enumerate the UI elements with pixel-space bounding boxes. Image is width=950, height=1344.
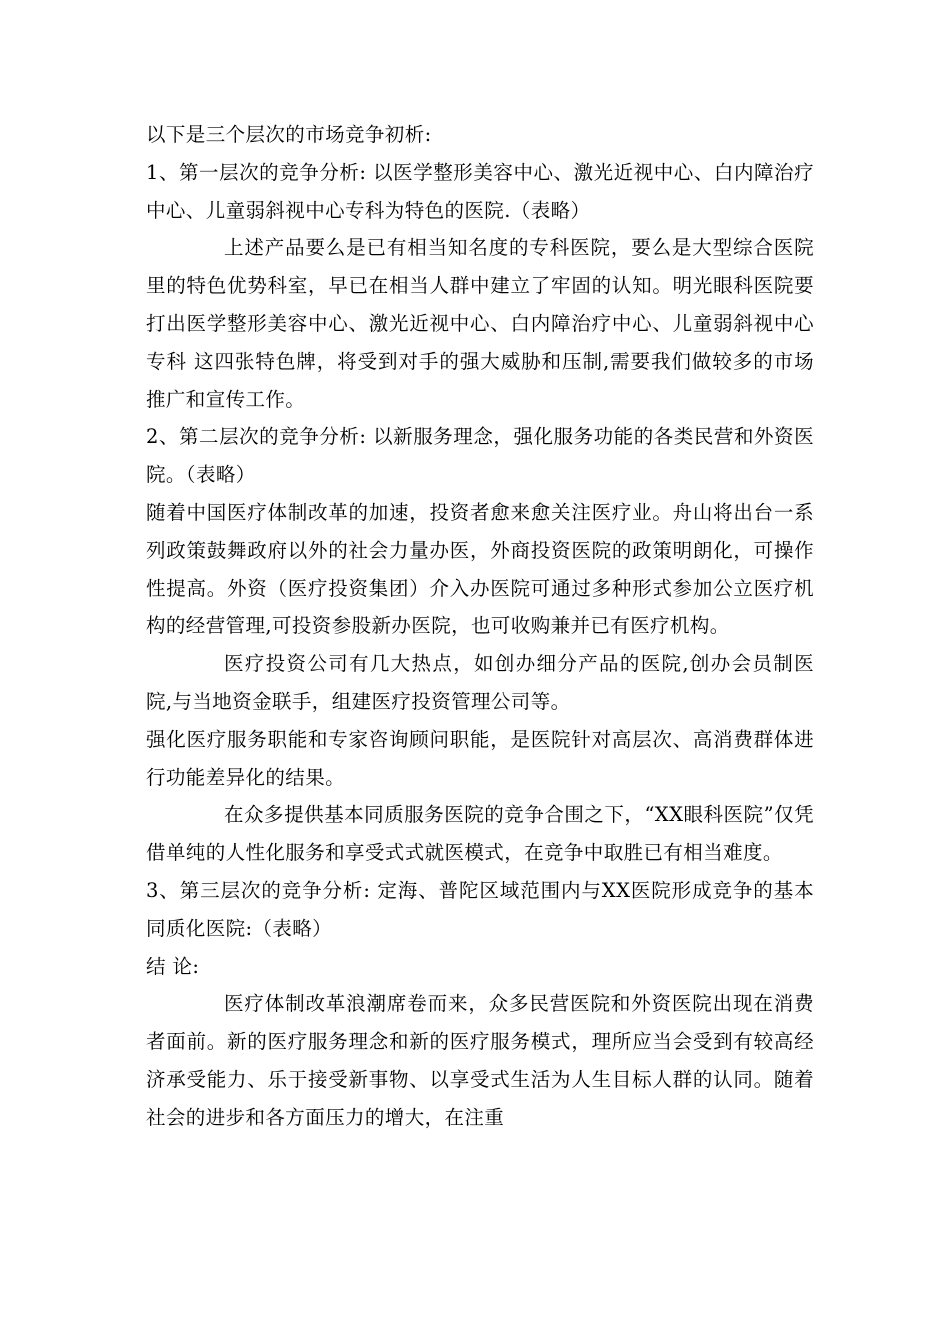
paragraph-level-two-body: 随着中国医疗体制改革的加速，投资者愈来愈关注医疗业。舟山将出台一系列政策鼓舞政府以外的社会力量办医，外商投资医院的政策明朗化，可操作性提高。外资（医疗投资集团）介入办医院可通过多种形式参加公立医疗机构的经营管理,可投资参股新办医院，也可收购兼并已有医疗机构。 [146,500,814,638]
paragraph-investment-hotspots: 医疗投资公司有几大热点，如创办细分产品的医院,创办会员制医院,与当地资金联手，组建医疗投资管理公司等。 [146,652,814,713]
document-body [146,116,814,1137]
paragraph-level-one-heading: 1、第一层次的竞争分析: 以医学整形美容中心、激光近视中心、白内障治疗中心、儿童弱斜视中心专科为特色的医院.（表略） [146,160,814,222]
paragraph-level-one-body: 上述产品要么是已有相当知名度的专科医院，要么是大型综合医院里的特色优势科室，早已在相当人群中建立了牢固的认知。明光眼科医院要打出医学整形美容中心、激光近视中心、白内障治疗中心、儿童弱斜视中心专科 这四张特色牌，将受到对手的强大威胁和压制,需要我们做较多的市场推广和宣传工作。 [146,236,814,411]
paragraph-intro: 以下是三个层次的市场竞争初析: [146,123,432,146]
paragraph-service-differentiation: 强化医疗服务职能和专家咨询顾问职能，是医院针对高层次、高消费群体进行功能差异化的结果。 [146,727,814,789]
paragraph-level-three-heading: 3、第三层次的竞争分析: 定海、普陀区域范围内与XX医院形成竞争的基本同质化医院:（表略） [146,878,814,940]
paragraph-conclusion-heading: 结 论: [146,954,200,978]
paragraph-level-two-heading: 2、第二层次的竞争分析: 以新服务理念，强化服务功能的各类民营和外资医院。（表略） [146,425,814,487]
paragraph-competition-difficulty: 在众多提供基本同质服务医院的竞争合围之下，“XX眼科医院”仅凭借单纯的人性化服务和享受式式就医模式，在竞争中取胜已有相当难度。 [146,803,814,865]
paragraph-conclusion-body: 医疗体制改革浪潮席卷而来，众多民营医院和外资医院出现在消费者面前。新的医疗服务理念和新的医疗服务模式，理所应当会受到有较高经济承受能力、乐于接受新事物、以享受式生活为人生目标人群的认同。随着社会的进步和各方面压力的增大，在注重 [146,992,814,1129]
